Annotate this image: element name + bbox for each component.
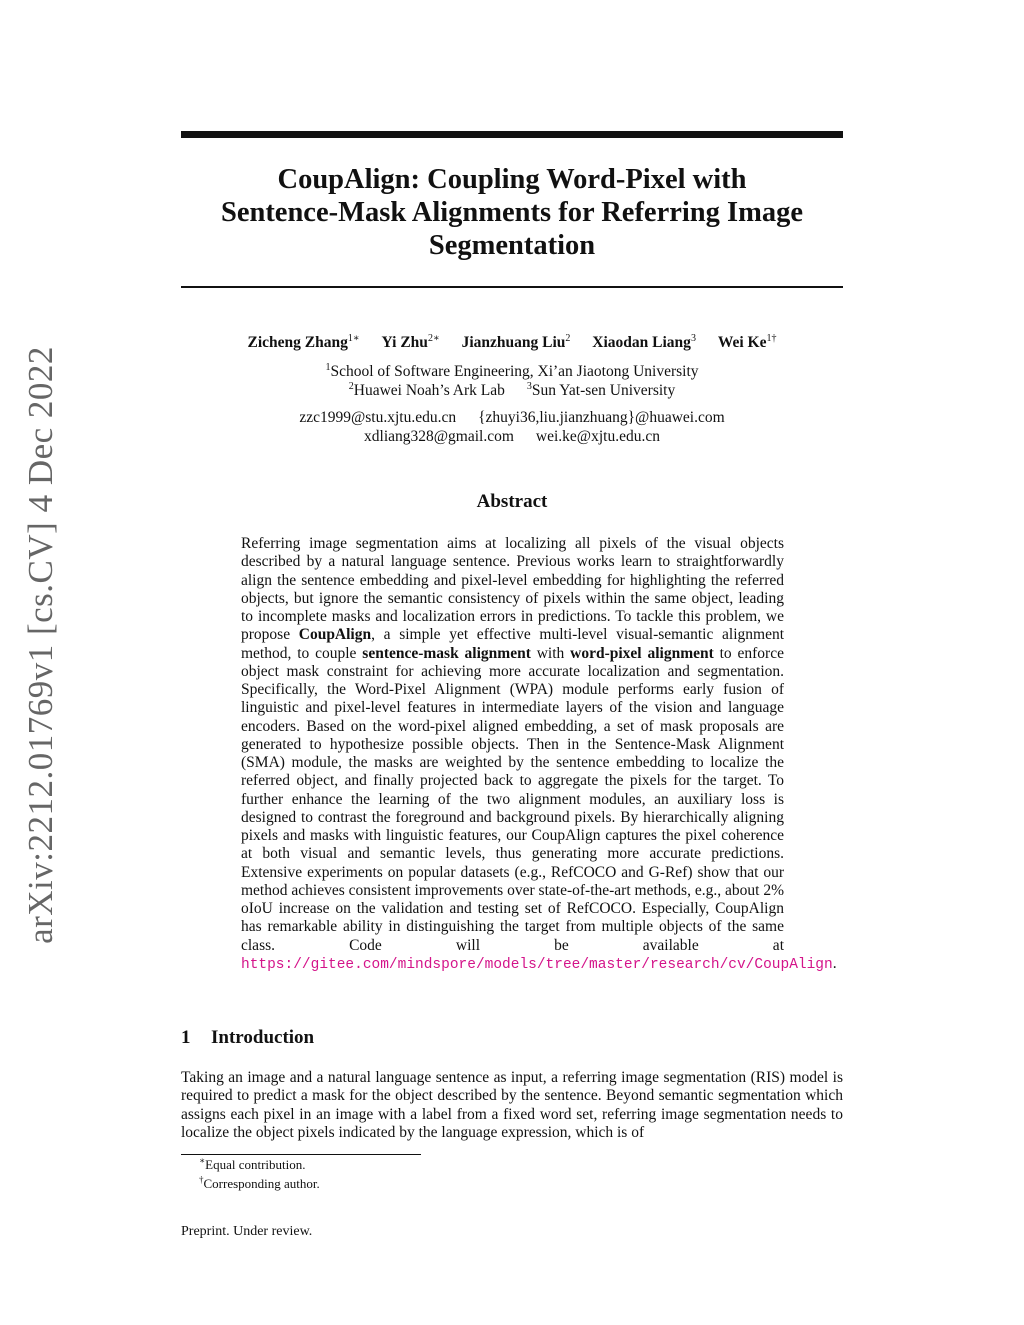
title-top-rule	[181, 131, 843, 138]
author-name: Zicheng Zhang	[247, 334, 348, 351]
abstract-bold: CoupAlign	[298, 626, 372, 644]
affiliation: School of Software Engineering, Xi’an Jiaotong University	[330, 363, 699, 380]
footnote-rule	[181, 1154, 421, 1155]
author	[382, 334, 440, 351]
footnote-mark: ∗	[199, 1155, 206, 1166]
paper-title	[181, 163, 843, 262]
section-number: 1	[181, 1027, 191, 1048]
affiliation-mark: 1	[325, 361, 331, 373]
email: {zhuyi36,liu.jianzhuang}@huawei.com	[478, 409, 725, 426]
author-mark: 2	[565, 332, 571, 344]
affiliation: Huawei Noah’s Ark Lab	[353, 382, 505, 399]
intro-paragraph: Taking an image and a natural language sentence as input, a referring image segmentation (RIS) model is required to predict a mask for the object described by the sentence. Beyond semantic segmentation which assigns each pixel in an image with a label from a fixed word set, referring image segmentation needs to localize the object pixels indicated by the language expression, which is of	[181, 1069, 843, 1142]
abstract-text: .	[832, 954, 837, 972]
email: wei.ke@xjtu.edu.cn	[535, 428, 660, 445]
section-heading	[181, 1027, 314, 1049]
section-title: Introduction	[211, 1027, 315, 1048]
title-bottom-rule	[181, 286, 843, 288]
footnote	[199, 1157, 306, 1173]
abstract-text: Referring image segmentation aims at localizing all pixels of the visual objects described by a natural language sentence. Previous works learn to straightforwardly align the sentence embedding and pixel-level embedding for highlighting the referred objects, but ignore the semantic consistency of pixels within the same object, leading to incomplete masks and localization errors in predictions. To tackle this problem, we propose	[241, 535, 784, 644]
affiliation: Sun Yat-sen University	[531, 382, 676, 399]
author-mark: 2∗	[427, 332, 440, 344]
author	[718, 334, 777, 351]
footnote-text: Corresponding author.	[203, 1176, 320, 1191]
author-mark: 1∗	[347, 332, 360, 344]
email-line	[181, 408, 843, 427]
arxiv-identifier-text: arXiv:2212.01769v1 [cs.CV] 4 Dec 2022	[21, 346, 61, 944]
footnote-mark: †	[199, 1174, 204, 1185]
affiliation-mark: 3	[526, 380, 532, 392]
abstract-bold: sentence-mask alignment	[362, 644, 531, 662]
author	[462, 334, 571, 351]
title-line: Sentence-Mask Alignments for Referring Image	[220, 197, 804, 228]
author-name: Jianzhuang Liu	[461, 334, 566, 351]
author-mark: 1†	[766, 332, 777, 344]
affiliation-mark: 2	[348, 380, 354, 392]
email: xdliang328@gmail.com	[364, 428, 514, 445]
footnote-text: Equal contribution.	[205, 1157, 306, 1172]
author-name: Yi Zhu	[381, 334, 428, 351]
author-name: Xiaodan Liang	[592, 334, 691, 351]
author-mark: 3	[690, 332, 696, 344]
title-line: Segmentation	[428, 230, 596, 261]
abstract-text: with	[530, 644, 571, 662]
author	[248, 334, 360, 351]
code-link[interactable]: https://gitee.com/mindspore/models/tree/master/research/cv/CoupAlign	[241, 956, 833, 973]
abstract-bold: word-pixel alignment	[570, 644, 714, 662]
arxiv-identifier	[18, 346, 64, 944]
author	[592, 334, 696, 351]
abstract-text: , a simple yet effective multi-level visual-semantic alignment method, to couple	[241, 626, 785, 662]
preprint-notice: Preprint. Under review.	[181, 1224, 313, 1239]
email-line	[181, 427, 843, 446]
abstract-text: to enforce object mask constraint for achieving more accurate localization and segmentation. Specifically, the Word-Pixel Alignment (WPA) module performs early fusion of linguistic and pixel-level features in intermediate layers of the vision and language encoders. Based on the word-pixel aligned embedding, a set of mask proposals are generated to hypothesize possible objects. Then in the Sentence-Mask Alignment (SMA) module, the masks are weighted by the sentence embedding to localize the referred object, and finally projected back to aggregate the pixels for the target. To further enhance the learning of the two alignment modules, an auxiliary loss is designed to contrast the foreground and background pixels. By hierarchically aligning pixels and masks with linguistic features, our CoupAlign captures the pixel coherence at both visual and semantic levels, thus generating more accurate predictions. Extensive experiments on popular datasets (e.g., RefCOCO and G-Ref) show that our method achieves consistent improvements over state-of-the-art methods, e.g., about 2% oIoU increase on the validation and testing set of RefCOCO. Especially, CoupAlign has remarkable ability in distinguishing the target from multiple objects of the same class. Code will be available at	[241, 644, 784, 954]
abstract-heading: Abstract	[476, 491, 548, 512]
abstract-body	[241, 535, 837, 974]
author-name: Wei Ke	[717, 334, 767, 351]
author-list	[181, 333, 843, 353]
title-line: CoupAlign: Coupling Word-Pixel with	[277, 164, 747, 195]
affiliation-line	[181, 362, 843, 381]
affiliation-line	[181, 381, 843, 400]
email: zzc1999@stu.xjtu.edu.cn	[299, 409, 457, 426]
footnote	[199, 1176, 320, 1192]
